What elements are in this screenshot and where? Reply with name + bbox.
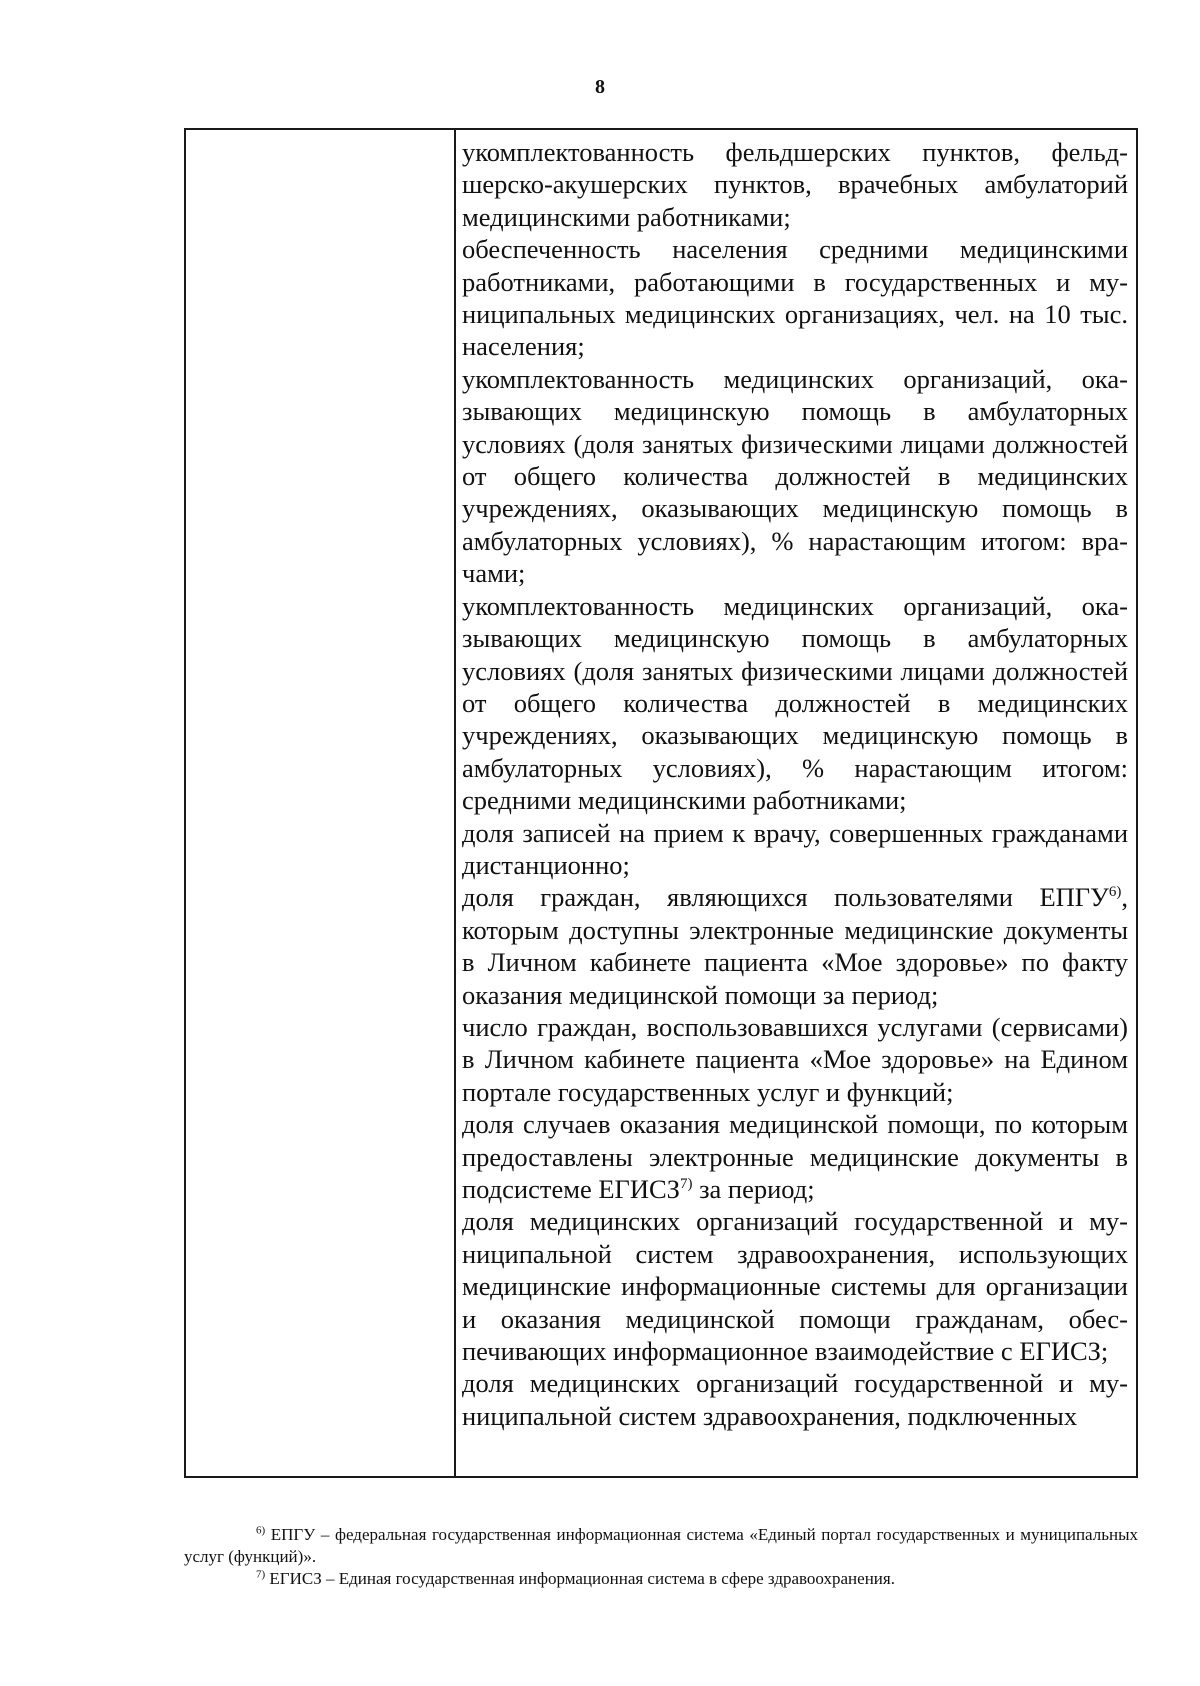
indicator-item: укомплектованность медицинских организаций, оказывающих медицинскую помощь в амбулаторных условиях (доля занятых физическими лицами должностей от общего количества должностей в медицинских учреждениях, оказывающих медицинскую помощь в амбулаторных условиях), % нарастающим итогом: врачами; (462, 363, 1128, 589)
indicator-text: доля граждан, являющихся пользователями ЕПГУ (462, 882, 1109, 913)
indicator-table (184, 128, 1138, 1478)
page-number: 8 (595, 76, 605, 98)
indicator-item: доля записей на прием к врачу, совершенных гражданами дистанционно; (462, 817, 1128, 880)
indicator-item: укомплектованность медицинских организаций, оказывающих медицинскую помощь в амбулаторных условиях (доля занятых физическими лицами должностей от общего количества должностей в медицинских учреждениях, оказывающих медицинскую помощь в амбулаторных условиях), % нарастающим итогом: средними медицинскими работниками; (462, 590, 1128, 816)
indicator-item: число граждан, воспользовавшихся услугами (сервисами) в Личном кабинете пациента «Мое здоровье» на Едином портале государственных услуг и функций; (462, 1011, 1128, 1107)
indicator-item: доля медицинских организаций государственной и муниципальной систем здравоохранения, использующих медицинские информационные системы для организации и оказания медицинской помощи гражданам, обеспечивающих информационное взаимодействие с ЕГИСЗ; (462, 1206, 1128, 1367)
indicator-item: обеспеченность населения средними медицинскими работниками, работающими в государственных и муниципальных медицинских организациях, чел. на 10 тыс. населения; (462, 234, 1128, 362)
footnote-mark: 7) (256, 1568, 266, 1581)
footnote-ref: 6) (1108, 884, 1122, 901)
indicator-text: , которым доступны электронные медицинские документы в Личном кабинете пациента «Мое здоровье» по факту оказания медицинской помощи за период; (462, 882, 1128, 1010)
table-left-cell (186, 130, 456, 1476)
footnote-text: ЕПГУ – федеральная государственная информационная система «Единый портал государственных и муниципальных услуг (функций)». (184, 1525, 1138, 1566)
indicator-text: доля случаев оказания медицинской помощи, по которым предоставлены электронные медицинские документы в подсистеме ЕГИСЗ (462, 1109, 1128, 1204)
table-right-cell (456, 130, 1136, 1476)
footnotes (184, 1524, 1138, 1590)
footnote-text: ЕГИСЗ – Единая государственная информационная система в сфере здравоохранения. (265, 1569, 895, 1588)
footnote (184, 1524, 1138, 1568)
indicator-item: укомплектованность фельдшерских пунктов, фельдшерско-акушерских пунктов, врачебных амбулаторий медицинскими работниками; (462, 137, 1128, 232)
indicator-text: за период; (692, 1174, 815, 1204)
indicator-item (462, 1108, 1128, 1205)
footnote (184, 1568, 1138, 1590)
indicator-item: доля медицинских организаций государственной и муниципальной систем здравоохранения, подключенных (462, 1368, 1128, 1431)
footnote-ref: 7) (679, 1176, 693, 1193)
footnote-mark: 6) (256, 1524, 266, 1537)
indicator-item (462, 881, 1128, 1011)
